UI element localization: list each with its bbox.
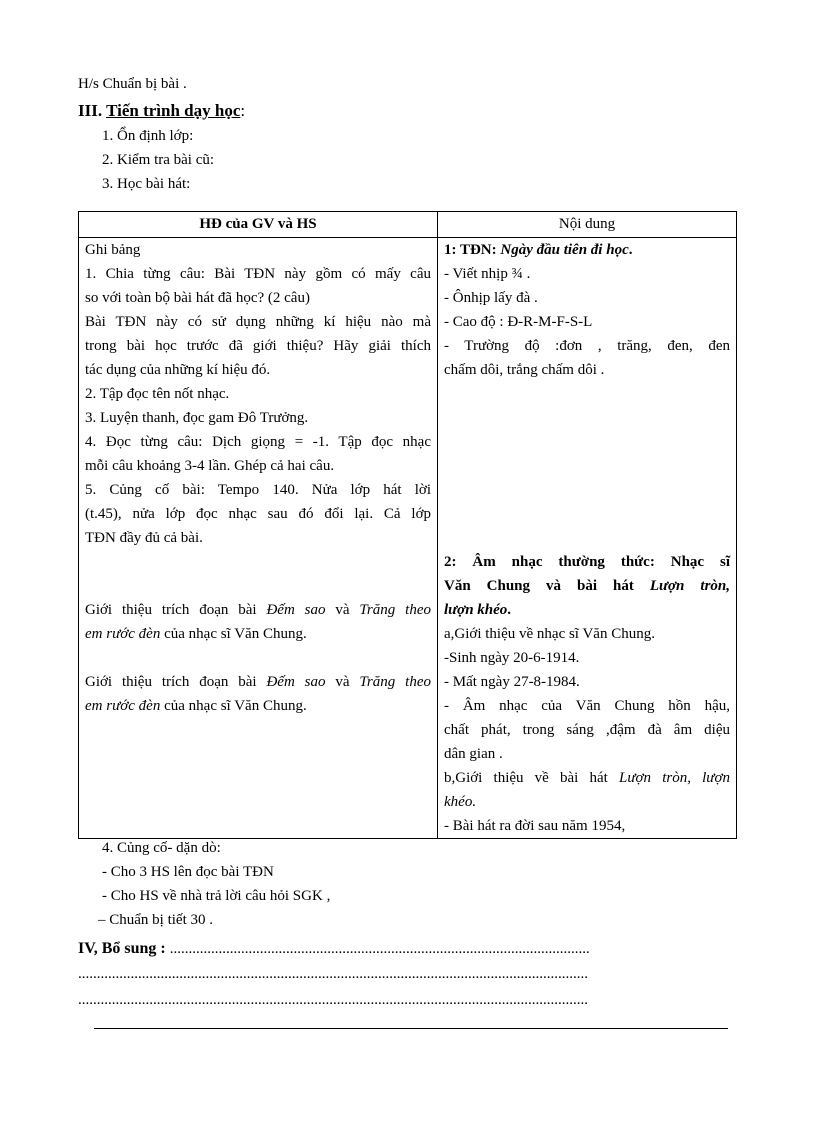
right-line: a,Giới thiệu về nhạc sĩ Văn Chung. (444, 626, 655, 642)
right-line: - Viết nhịp ¾ . (444, 266, 531, 282)
dotted-line-2: ........................................................................................................................................ (78, 966, 588, 982)
lesson-table (78, 211, 737, 839)
consolidate-item-3: – Chuẩn bị tiết 30 . (98, 912, 213, 928)
left-line: 4. Đọc từng câu: Dịch giọng = -1. Tập đọc nhạc (85, 434, 431, 450)
consolidate-item-1: - Cho 3 HS lên đọc bài TĐN (102, 864, 274, 880)
right-line: - Mất ngày 27-8-1984. (444, 674, 580, 690)
left-line: 3. Luyện thanh, đọc gam Đô Trưởng. (85, 410, 309, 426)
section1-title: 1: TĐN: Ngày đầu tiên đi học. (444, 242, 633, 258)
section2-title-cont: Văn Chung và bài hát Lượn tròn, (444, 578, 730, 594)
right-line: - Bài hát ra đời sau năm 1954, (444, 818, 626, 834)
section3-heading (78, 101, 245, 121)
section4-line (78, 940, 730, 958)
right-line: dân gian . (444, 746, 503, 762)
left-line: (t.45), nửa lớp đọc nhạc sau đó đổi lại. Cả lớp (85, 506, 431, 522)
intro-line: em rước đèn của nhạc sĩ Văn Chung. (85, 698, 307, 714)
section2-title-end: lượn khéo. (444, 602, 512, 618)
section3-number: III. (78, 101, 103, 120)
col-header-activities: HĐ của GV và HS (79, 212, 438, 238)
right-line: - Cao độ : Đ-R-M-F-S-L (444, 314, 593, 330)
section4-label: IV, Bổ sung : (78, 940, 170, 957)
consolidate-heading: 4. Củng cố- dặn dò: (102, 840, 221, 856)
table-header-row (79, 212, 737, 238)
left-line: 5. Củng cố bài: Tempo 140. Nửa lớp hát lời (85, 482, 431, 498)
intro-line: Giới thiệu trích đoạn bài Đếm sao và Trăng theo (85, 674, 431, 690)
left-line: TĐN đầy đủ cả bài. (85, 530, 203, 546)
left-line: Bài TĐN này có sử dụng những kí hiệu nào mà (85, 314, 431, 330)
right-line: khéo. (444, 794, 477, 810)
left-line: 2. Tập đọc tên nốt nhạc. (85, 386, 230, 402)
right-line: - Trường độ :đơn , trăng, đen, đen (444, 338, 730, 354)
section2-title: 2: Âm nhạc thường thức: Nhạc sĩ (444, 554, 730, 570)
col-header-content: Nội dung (438, 212, 737, 238)
closing-rule (94, 1028, 728, 1029)
left-cell (79, 238, 438, 839)
step-2: 2. Kiểm tra bài cũ: (102, 152, 215, 168)
right-line: b,Giới thiệu về bài hát Lượn tròn, lượn (444, 770, 730, 786)
section3-colon: : (240, 101, 246, 120)
left-line: tác dụng của những kí hiệu đó. (85, 362, 271, 378)
consolidate-item-2: - Cho HS về nhà trả lời câu hỏi SGK , (102, 888, 331, 904)
intro-line: em rước đèn của nhạc sĩ Văn Chung. (85, 626, 307, 642)
table-body-row (79, 238, 737, 839)
step-1: 1. Ổn định lớp: (102, 128, 194, 144)
prep-line: H/s Chuẩn bị bài . (78, 76, 187, 92)
dotted-line-3: ........................................................................................................................................ (78, 992, 588, 1008)
right-line: chất phát, trong sáng ,đậm đà âm diệu (444, 722, 730, 738)
step-3: 3. Học bài hát: (102, 176, 191, 192)
right-line: - Âm nhạc của Văn Chung hồn hậu, (444, 698, 730, 714)
left-line: 1. Chia từng câu: Bài TĐN này gồm có mấy câu (85, 266, 431, 282)
section3-title: Tiến trình dạy học (106, 101, 241, 120)
right-line: chấm dôi, trắng chấm dôi . (444, 362, 605, 378)
right-line: -Sinh ngày 20-6-1914. (444, 650, 580, 666)
left-line: so với toàn bộ bài hát đã học? (2 câu) (85, 290, 310, 306)
intro-line: Giới thiệu trích đoạn bài Đếm sao và Trăng theo (85, 602, 431, 618)
left-line: Ghi bảng (85, 242, 141, 258)
right-line: - Ônhịp lấy đà . (444, 290, 538, 306)
left-line: trong bài học trước đã giới thiệu? Hãy giải thích (85, 338, 431, 354)
right-cell (438, 238, 737, 839)
left-line: mỗi câu khoảng 3-4 lần. Ghép cả hai câu. (85, 458, 335, 474)
dotted-fill: ................................................................................................................ (169, 941, 590, 957)
